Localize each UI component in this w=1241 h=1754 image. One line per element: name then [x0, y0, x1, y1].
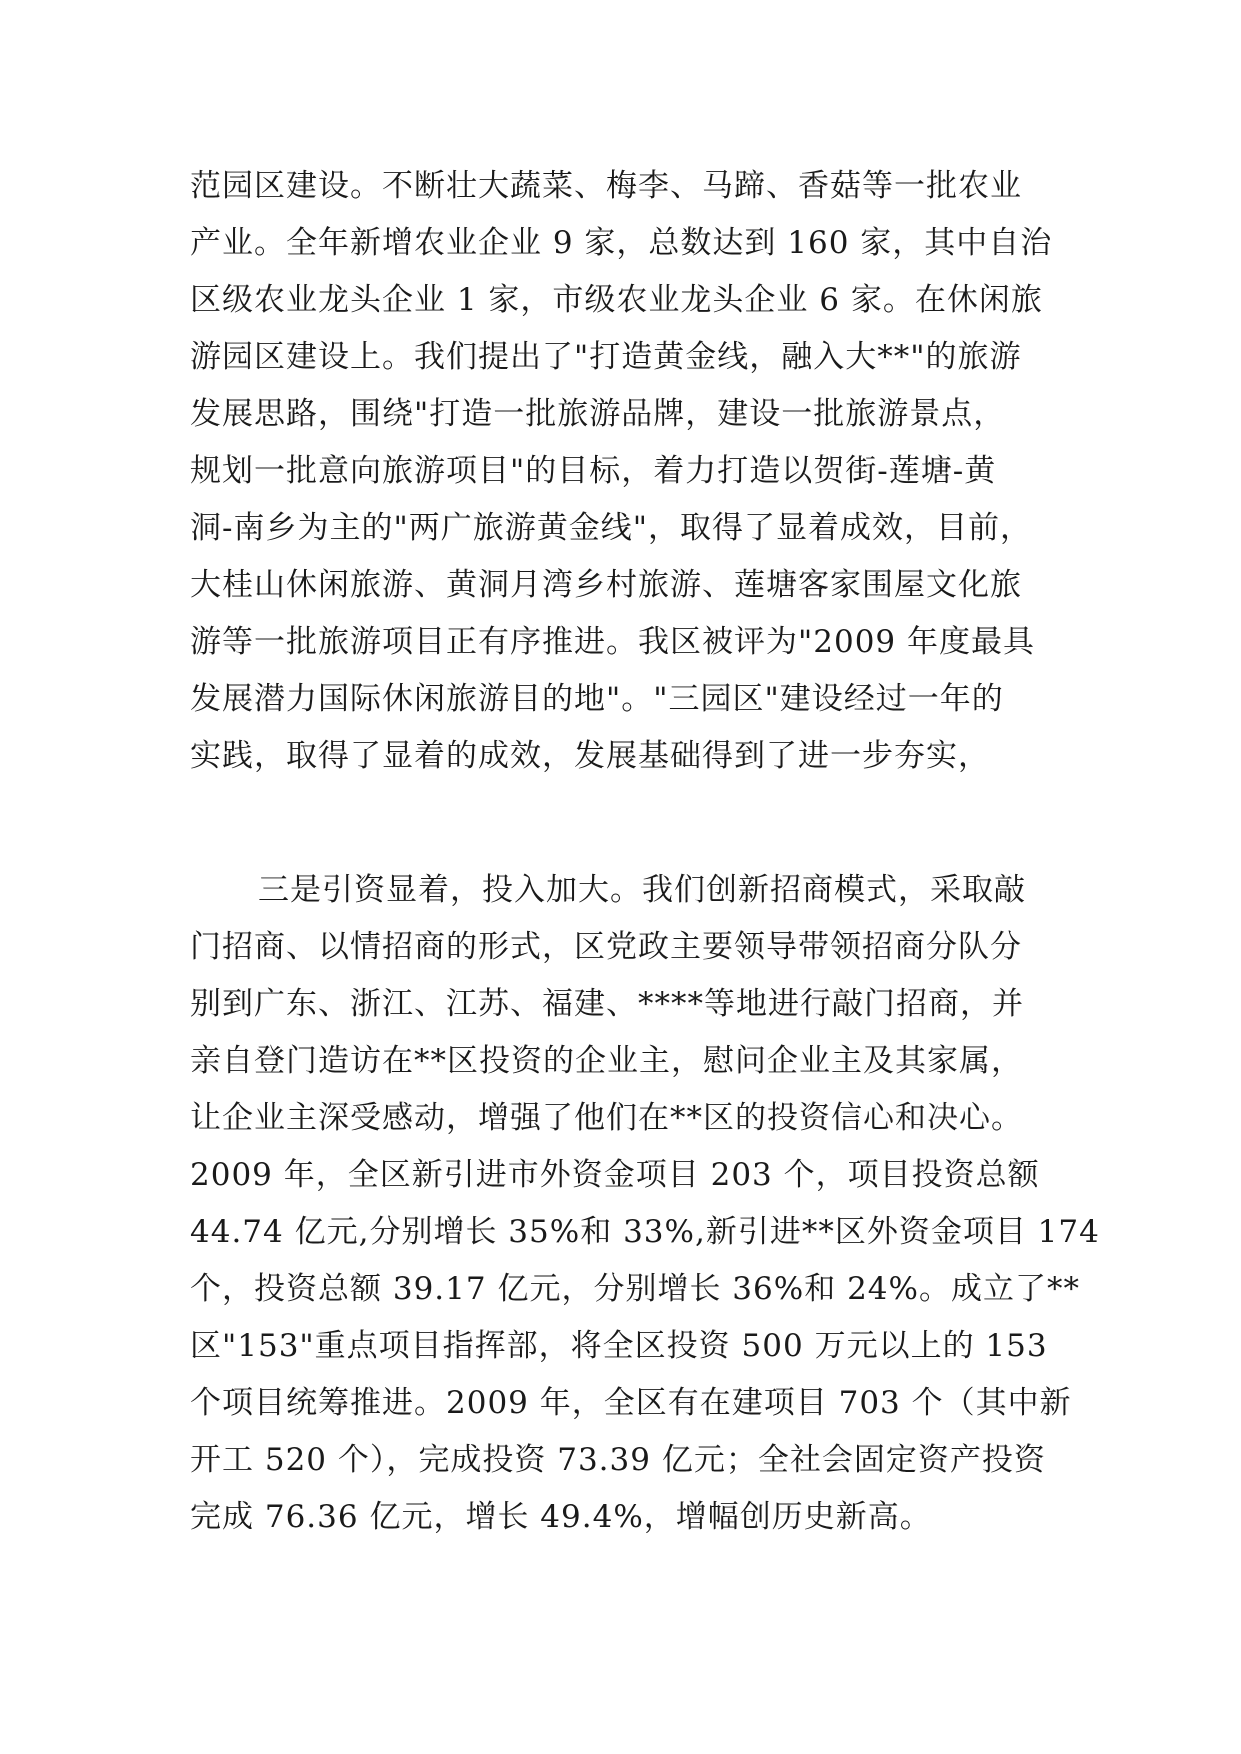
- text-line: 亲自登门造访在**区投资的企业主，慰问企业主及其家属，: [190, 1043, 1023, 1079]
- text-line: 洞-南乡为主的"两广旅游黄金线"，取得了显着成效，目前，: [190, 510, 1032, 546]
- text-line: 门招商、以情招商的形式，区党政主要领导带领招商分队分: [190, 929, 1022, 965]
- text-line: 游等一批旅游项目正有序推进。我区被评为"2009 年度最具: [190, 624, 1036, 660]
- text-line: 个项目统筹推进。2009 年，全区有在建项目 703 个（其中新: [190, 1385, 1072, 1421]
- text-line: 让企业主深受感动，增强了他们在**区的投资信心和决心。: [190, 1100, 1023, 1136]
- text-line: 2009 年，全区新引进市外资金项目 203 个，项目投资总额: [190, 1157, 1040, 1193]
- text-line: 别到广东、浙江、江苏、福建、****等地进行敲门招商，并: [190, 986, 1024, 1022]
- text-line: 规划一批意向旅游项目"的目标，着力打造以贺街-莲塘-黄: [190, 453, 997, 489]
- text-line: 实践，取得了显着的成效，发展基础得到了进一步夯实，: [190, 738, 990, 774]
- text-line: 44.74 亿元,分别增长 35%和 33%,新引进**区外资金项目 174: [190, 1214, 1100, 1250]
- text-line: 发展思路，围绕"打造一批旅游品牌，建设一批旅游景点，: [190, 396, 1006, 432]
- text-line: 个，投资总额 39.17 亿元，分别增长 36%和 24%。成立了**: [190, 1271, 1080, 1307]
- text-line: 游园区建设上。我们提出了"打造黄金线，融入大**"的旅游: [190, 339, 1022, 375]
- text-line: 范园区建设。不断壮大蔬菜、梅李、马蹄、香菇等一批农业: [190, 168, 1022, 204]
- text-line: 区"153"重点项目指挥部，将全区投资 500 万元以上的 153: [190, 1328, 1048, 1364]
- text-line: 发展潜力国际休闲旅游目的地"。"三园区"建设经过一年的: [190, 681, 1004, 717]
- text-line: 三是引资显着，投入加大。我们创新招商模式，采取敲: [258, 872, 1026, 908]
- text-line: 区级农业龙头企业 1 家，市级农业龙头企业 6 家。在休闲旅: [190, 282, 1043, 318]
- text-line: 产业。全年新增农业企业 9 家，总数达到 160 家，其中自治: [190, 225, 1053, 261]
- text-line: 大桂山休闲旅游、黄洞月湾乡村旅游、莲塘客家围屋文化旅: [190, 567, 1022, 603]
- text-line: 开工 520 个），完成投资 73.39 亿元；全社会固定资产投资: [190, 1442, 1046, 1478]
- text-line: 完成 76.36 亿元，增长 49.4%，增幅创历史新高。: [190, 1499, 932, 1535]
